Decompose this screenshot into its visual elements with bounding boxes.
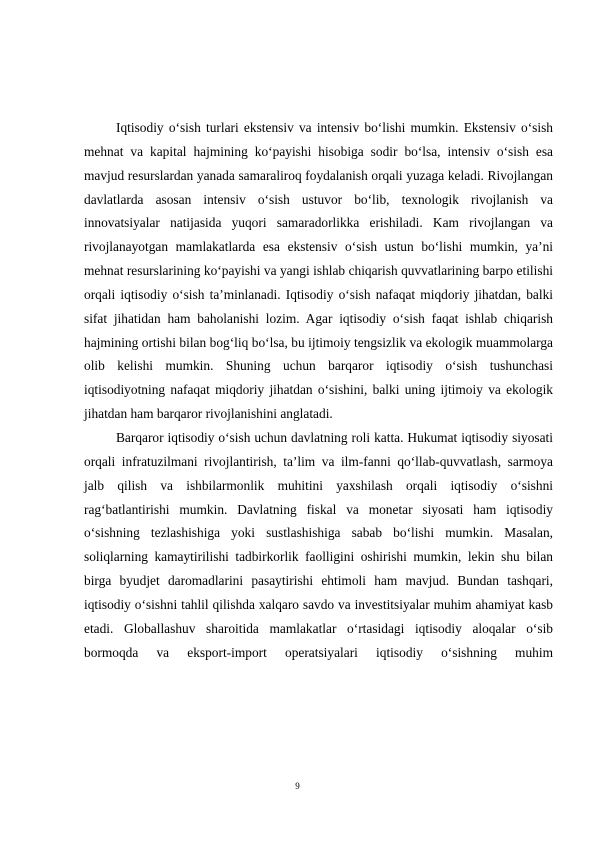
paragraph-state-role: Barqaror iqtisodiy o‘sish uchun davlatning roli katta. Hukumat iqtisodiy siyosati orqali infratuzilmani rivojlantirish, ta’lim va ilm-fanni qo‘llab-quvvatlash, sarmoya jalb qilish va ishbilarmonlik muhitini yaxshilash orqali iqtisodiy o‘sishni rag‘batlantirishi mumkin. Davlatning fiskal va monetar siyosati ham iqtisodiy o‘sishning tezlashishiga yoki sustlashishiga sabab bo‘lishi mumkin. Masalan, soliqlarning kamaytirilishi tadbirkorlik faolligini oshirishi mumkin, lekin shu bilan birga byudjet daromadlarini pasaytirishi ehtimoli ham mavjud. Bundan tashqari, iqtisodiy o‘sishni tahlil qilishda xalqaro savdo va investitsiyalar muhim ahamiyat kasb etadi. Globallashuv sharoitida mamlakatlar o‘rtasidagi iqtisodiy aloqalar o‘sib bormoqda va eksport-import operatsiyalari iqtisodiy o‘sishning muhim — [84, 429, 553, 660]
body-text — [84, 116, 553, 664]
page-number: 9 — [295, 781, 300, 791]
paragraph-economic-growth-types: Iqtisodiy o‘sish turlari ekstensiv va intensiv bo‘lishi mumkin. Ekstensiv o‘sish mehnat va kapital hajmining ko‘payishi hisobiga sodir bo‘lsa, intensiv o‘sish esa mavjud resurslardan yanada samaraliroq foydalanish orqali yuzaga keladi. Rivojlangan davlatlarda asosan intensiv o‘sish ustuvor bo‘lib, texnologik rivojlanish va innovatsiyalar natijasida yuqori samaradorlikka erishiladi. Kam rivojlangan va rivojlanayotgan mamlakatlarda esa ekstensiv o‘sish ustun bo‘lishi mumkin, ya’ni mehnat resurslarining ko‘payishi va yangi ishlab chiqarish quvvatlarining barpo etilishi orqali iqtisodiy o‘sish ta’minlanadi. Iqtisodiy o‘sish nafaqat miqdoriy jihatdan, balki sifat jihatidan ham baholanishi lozim. Agar iqtisodiy o‘sish faqat ishlab chiqarish hajmining ortishi bilan bog‘liq bo‘lsa, bu ijtimoiy tengsizlik va ekologik muammolarga olib kelishi mumkin. Shuning uchun barqaror iqtisodiy o‘sish tushunchasi iqtisodiyotning nafaqat miqdoriy jihatdan o‘sishini, balki uning ijtimoiy va ekologik jihatdan ham barqaror rivojlanishini anglatadi. — [84, 120, 553, 422]
